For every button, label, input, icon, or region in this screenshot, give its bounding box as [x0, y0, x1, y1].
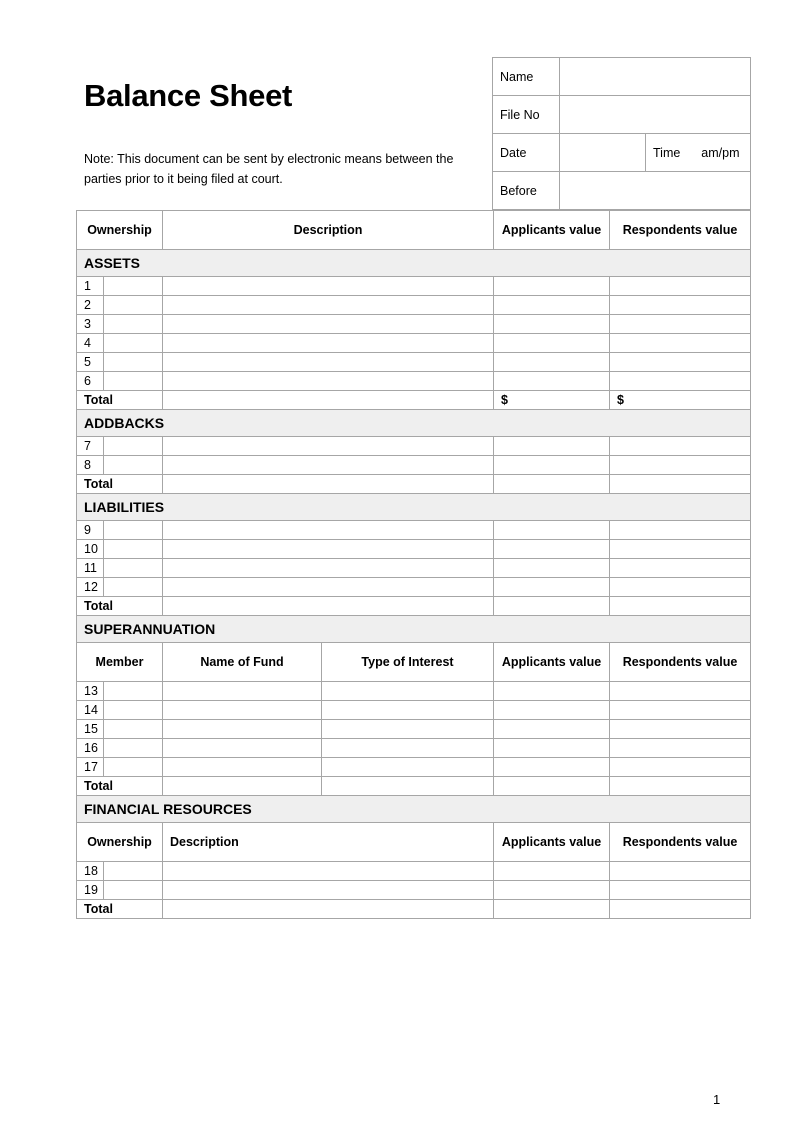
description-header: Description [163, 211, 494, 250]
description-header: Description [163, 823, 494, 862]
applicants-value-cell[interactable] [494, 881, 610, 900]
applicants-total-currency: $ [494, 391, 610, 410]
page-number: 1 [713, 1092, 721, 1107]
before-label: Before [493, 172, 560, 210]
row-number: 8 [77, 456, 104, 475]
total-fund-cell[interactable] [163, 777, 322, 796]
respondents-value-cell[interactable] [610, 437, 751, 456]
respondents-value-cell[interactable] [610, 353, 751, 372]
respondents-value-cell[interactable] [610, 578, 751, 597]
row-number: 1 [77, 277, 104, 296]
respondents-value-cell[interactable] [610, 456, 751, 475]
total-description-cell[interactable] [163, 900, 494, 919]
fund-name-cell[interactable] [163, 701, 322, 720]
description-cell[interactable] [163, 456, 494, 475]
ownership-cell[interactable] [104, 315, 163, 334]
respondents-value-header: Respondents value [610, 643, 751, 682]
applicants-value-cell[interactable] [494, 353, 610, 372]
table-row [77, 758, 751, 777]
applicants-value-cell[interactable] [494, 521, 610, 540]
respondents-total-cell[interactable] [610, 597, 751, 616]
applicants-total-cell[interactable] [494, 597, 610, 616]
assets-total-row [77, 391, 751, 410]
ownership-cell[interactable] [104, 881, 163, 900]
applicants-total-cell[interactable] [494, 475, 610, 494]
respondents-value-cell[interactable] [610, 559, 751, 578]
row-number: 16 [77, 739, 104, 758]
table-row [77, 578, 751, 597]
respondents-value-cell[interactable] [610, 334, 751, 353]
row-number: 9 [77, 521, 104, 540]
ownership-header: Ownership [77, 823, 163, 862]
applicants-value-cell[interactable] [494, 720, 610, 739]
interest-type-cell[interactable] [322, 701, 494, 720]
liabilities-section-heading: LIABILITIES [77, 494, 751, 521]
description-cell[interactable] [163, 862, 494, 881]
applicants-total-cell[interactable] [494, 900, 610, 919]
applicants-value-header: Applicants value [494, 643, 610, 682]
applicants-value-cell[interactable] [494, 540, 610, 559]
superannuation-total-row [77, 777, 751, 796]
ownership-cell[interactable] [104, 277, 163, 296]
respondents-total-cell[interactable] [610, 900, 751, 919]
table-row [77, 559, 751, 578]
table-row [77, 437, 751, 456]
interest-type-cell[interactable] [322, 758, 494, 777]
row-number: 2 [77, 296, 104, 315]
description-cell[interactable] [163, 334, 494, 353]
respondents-value-cell[interactable] [610, 701, 751, 720]
applicants-value-cell[interactable] [494, 701, 610, 720]
row-number: 14 [77, 701, 104, 720]
total-description-cell[interactable] [163, 391, 494, 410]
page-title: Balance Sheet [84, 78, 293, 113]
row-number: 6 [77, 372, 104, 391]
respondents-total-cell[interactable] [610, 777, 751, 796]
table-row [77, 881, 751, 900]
table-row [77, 456, 751, 475]
respondents-value-cell[interactable] [610, 521, 751, 540]
ownership-cell[interactable] [104, 521, 163, 540]
ownership-cell[interactable] [104, 334, 163, 353]
applicants-value-cell[interactable] [494, 456, 610, 475]
respondents-total-currency: $ [610, 391, 751, 410]
respondents-value-cell[interactable] [610, 720, 751, 739]
row-number: 19 [77, 881, 104, 900]
applicants-value-header: Applicants value [494, 823, 610, 862]
respondents-value-cell[interactable] [610, 758, 751, 777]
assets-section-heading: ASSETS [77, 250, 751, 277]
member-cell[interactable] [104, 682, 163, 701]
file-no-field[interactable] [560, 96, 751, 134]
table-row [77, 682, 751, 701]
total-label: Total [77, 475, 163, 494]
total-description-cell[interactable] [163, 597, 494, 616]
description-cell[interactable] [163, 315, 494, 334]
before-field[interactable] [560, 172, 751, 210]
applicants-value-cell[interactable] [494, 559, 610, 578]
name-of-fund-header: Name of Fund [163, 643, 322, 682]
assets-header-row [77, 211, 751, 250]
liabilities-total-row [77, 597, 751, 616]
table-row [77, 720, 751, 739]
applicants-value-cell[interactable] [494, 682, 610, 701]
applicants-value-cell[interactable] [494, 334, 610, 353]
member-cell[interactable] [104, 739, 163, 758]
ownership-cell[interactable] [104, 540, 163, 559]
ownership-cell[interactable] [104, 862, 163, 881]
row-number: 17 [77, 758, 104, 777]
total-label: Total [77, 391, 163, 410]
addbacks-section-heading: ADDBACKS [77, 410, 751, 437]
total-label: Total [77, 777, 163, 796]
ownership-cell[interactable] [104, 353, 163, 372]
respondents-value-cell[interactable] [610, 277, 751, 296]
table-row [77, 334, 751, 353]
case-info-box [492, 57, 751, 210]
filing-note: Note: This document can be sent by electronic means between the parties prior to it being filed at court. [84, 152, 454, 186]
row-number: 3 [77, 315, 104, 334]
applicants-value-cell[interactable] [494, 739, 610, 758]
table-row [77, 353, 751, 372]
fund-name-cell[interactable] [163, 682, 322, 701]
row-number: 7 [77, 437, 104, 456]
description-cell[interactable] [163, 578, 494, 597]
ownership-cell[interactable] [104, 578, 163, 597]
type-of-interest-header: Type of Interest [322, 643, 494, 682]
table-row [77, 315, 751, 334]
description-cell[interactable] [163, 372, 494, 391]
description-cell[interactable] [163, 277, 494, 296]
total-label: Total [77, 597, 163, 616]
respondents-value-cell[interactable] [610, 372, 751, 391]
interest-type-cell[interactable] [322, 720, 494, 739]
addbacks-total-row [77, 475, 751, 494]
table-row [77, 296, 751, 315]
time-label: Time [653, 145, 681, 160]
total-interest-cell[interactable] [322, 777, 494, 796]
description-cell[interactable] [163, 881, 494, 900]
applicants-value-cell[interactable] [494, 277, 610, 296]
description-cell[interactable] [163, 296, 494, 315]
file-no-label: File No [493, 96, 560, 134]
applicants-value-cell[interactable] [494, 372, 610, 391]
description-cell[interactable] [163, 353, 494, 372]
ownership-cell[interactable] [104, 437, 163, 456]
name-field[interactable] [560, 58, 751, 96]
ownership-cell[interactable] [104, 296, 163, 315]
row-number: 18 [77, 862, 104, 881]
name-label: Name [493, 58, 560, 96]
table-row [77, 277, 751, 296]
interest-type-cell[interactable] [322, 739, 494, 758]
applicants-value-cell[interactable] [494, 437, 610, 456]
respondents-value-cell[interactable] [610, 881, 751, 900]
member-header: Member [77, 643, 163, 682]
interest-type-cell[interactable] [322, 682, 494, 701]
respondents-value-cell[interactable] [610, 540, 751, 559]
respondents-value-cell[interactable] [610, 296, 751, 315]
ownership-cell[interactable] [104, 456, 163, 475]
financial-resources-header-row [77, 823, 751, 862]
total-description-cell[interactable] [163, 475, 494, 494]
respondents-value-header: Respondents value [610, 823, 751, 862]
row-number: 11 [77, 559, 104, 578]
table-row [77, 521, 751, 540]
description-cell[interactable] [163, 540, 494, 559]
description-cell[interactable] [163, 559, 494, 578]
date-label: Date [493, 134, 560, 172]
date-field[interactable] [560, 134, 646, 172]
ownership-cell[interactable] [104, 559, 163, 578]
row-number: 5 [77, 353, 104, 372]
total-label: Total [77, 900, 163, 919]
row-number: 13 [77, 682, 104, 701]
respondents-value-cell[interactable] [610, 862, 751, 881]
respondents-value-cell[interactable] [610, 739, 751, 758]
fund-name-cell[interactable] [163, 739, 322, 758]
fund-name-cell[interactable] [163, 758, 322, 777]
applicants-total-cell[interactable] [494, 777, 610, 796]
respondents-value-header: Respondents value [610, 211, 751, 250]
table-row [77, 540, 751, 559]
applicants-value-cell[interactable] [494, 578, 610, 597]
applicants-value-cell[interactable] [494, 296, 610, 315]
financial-resources-total-row [77, 900, 751, 919]
applicants-value-cell[interactable] [494, 758, 610, 777]
applicants-value-cell[interactable] [494, 315, 610, 334]
table-row [77, 701, 751, 720]
ampm-label: am/pm [701, 145, 740, 160]
ownership-header: Ownership [77, 211, 163, 250]
table-row [77, 862, 751, 881]
superannuation-header-row [77, 643, 751, 682]
member-cell[interactable] [104, 701, 163, 720]
description-cell[interactable] [163, 521, 494, 540]
member-cell[interactable] [104, 758, 163, 777]
superannuation-section-heading: SUPERANNUATION [77, 616, 751, 643]
ownership-cell[interactable] [104, 372, 163, 391]
member-cell[interactable] [104, 720, 163, 739]
respondents-value-cell[interactable] [610, 682, 751, 701]
respondents-value-cell[interactable] [610, 315, 751, 334]
row-number: 10 [77, 540, 104, 559]
table-row [77, 739, 751, 758]
row-number: 15 [77, 720, 104, 739]
applicants-value-header: Applicants value [494, 211, 610, 250]
applicants-value-cell[interactable] [494, 862, 610, 881]
balance-sheet-table [76, 210, 751, 919]
respondents-total-cell[interactable] [610, 475, 751, 494]
row-number: 12 [77, 578, 104, 597]
time-field[interactable] [646, 134, 751, 172]
description-cell[interactable] [163, 437, 494, 456]
table-row [77, 372, 751, 391]
fund-name-cell[interactable] [163, 720, 322, 739]
row-number: 4 [77, 334, 104, 353]
financial-resources-section-heading: FINANCIAL RESOURCES [77, 796, 751, 823]
